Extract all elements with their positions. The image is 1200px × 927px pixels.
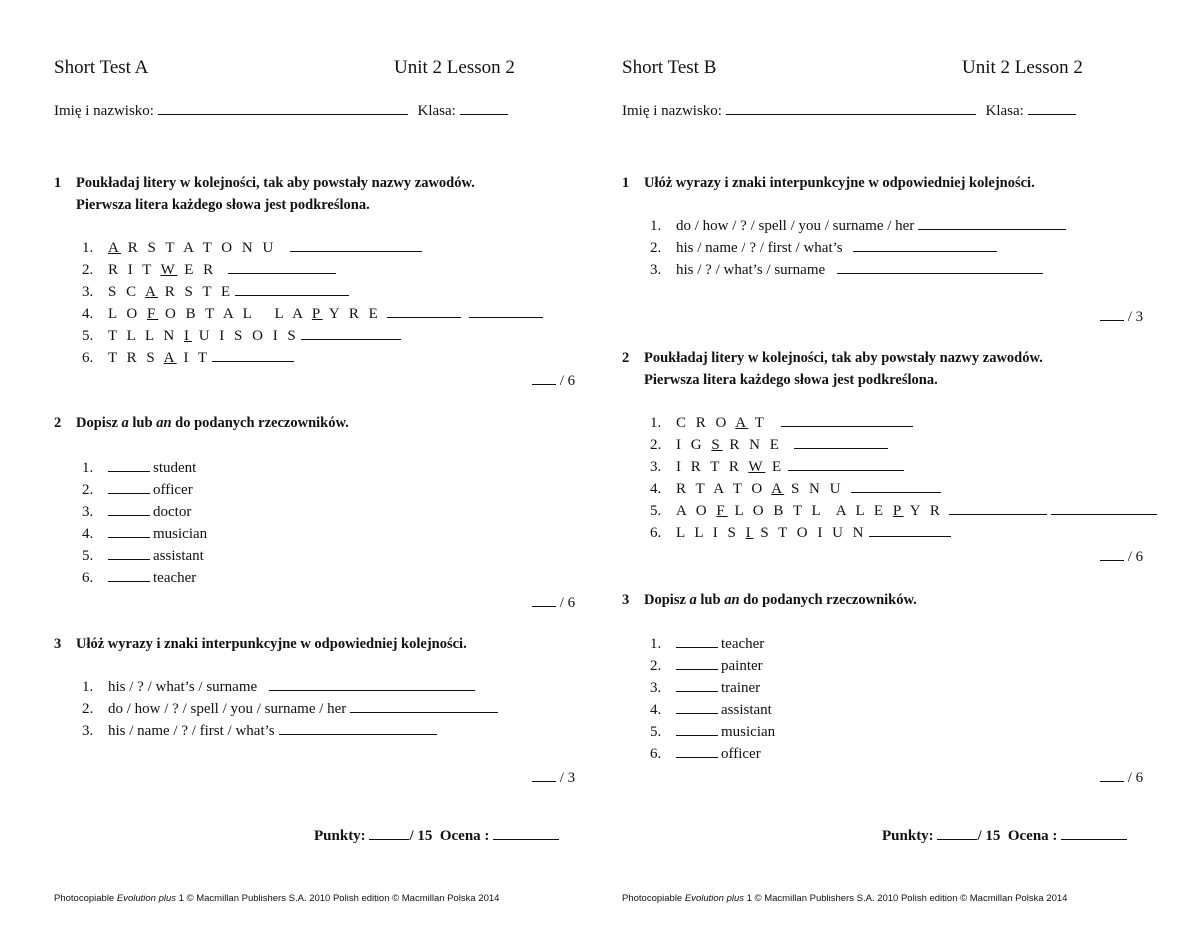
task-1-title: 1 Ułóż wyrazy i znaki interpunkcyjne w odpowiedniej kolejności.: [622, 175, 1035, 191]
answer-line[interactable]: [235, 281, 349, 296]
task-1-title: 1 Poukładaj litery w kolejności, tak aby powstały nazwy zawodów. Pierwsza litera każdego słowa jest podkreślona.: [54, 175, 475, 213]
answer-line[interactable]: [949, 500, 1047, 515]
answer-line[interactable]: [676, 655, 718, 670]
list-item: 3. his / name / ? / first / what’s: [82, 720, 498, 742]
answer-line[interactable]: [676, 721, 718, 736]
answer-line[interactable]: [387, 303, 461, 318]
answer-line[interactable]: [676, 633, 718, 648]
answer-line[interactable]: [269, 676, 475, 691]
list-item: 5. T L L N I U I S O I S: [82, 325, 543, 347]
answer-line[interactable]: [108, 523, 150, 538]
test-a-title: Short Test A: [54, 57, 149, 78]
answer-line[interactable]: [781, 412, 913, 427]
answer-line[interactable]: [676, 743, 718, 758]
test-b-column: [622, 0, 1152, 927]
task-3-score: / 3: [532, 767, 575, 787]
answer-line[interactable]: [350, 698, 498, 713]
test-a-column: [54, 0, 584, 927]
list-item: 6. officer: [650, 743, 775, 765]
task-1-score: / 3: [1100, 306, 1143, 326]
copyright-footer: Photocopiable Evolution plus 1 © Macmillan Publishers S.A. 2010 Polish edition © Macmillan Polska 2014: [622, 893, 1068, 904]
list-item: 3. his / ? / what’s / surname: [650, 259, 1066, 281]
list-item: 1. his / ? / what’s / surname: [82, 676, 498, 698]
answer-line[interactable]: [228, 259, 336, 274]
copyright-footer: Photocopiable Evolution plus 1 © Macmillan Publishers S.A. 2010 Polish edition © Macmillan Polska 2014: [54, 893, 500, 904]
list-item: 2. painter: [650, 655, 775, 677]
task-2-score: / 6: [532, 592, 575, 612]
task-3-list: [650, 633, 775, 765]
answer-line[interactable]: [108, 457, 150, 472]
task-3-list: [82, 676, 498, 742]
answer-line[interactable]: [108, 479, 150, 494]
list-item: 1. C R O A T: [650, 412, 1157, 434]
list-item: 4. assistant: [650, 699, 775, 721]
task-2-score: / 6: [1100, 546, 1143, 566]
answer-line[interactable]: [301, 325, 401, 340]
list-item: 5. A O F L O B T L A L E P Y R: [650, 500, 1157, 522]
list-item: 3. S C A R S T E: [82, 281, 543, 303]
points-total: Punkty: / 15 Ocena :: [882, 825, 1127, 845]
list-item: 4. R T A T O A S N U: [650, 478, 1157, 500]
test-a-unit: Unit 2 Lesson 2: [394, 57, 515, 78]
test-b-title: Short Test B: [622, 57, 717, 78]
task-1-list: [650, 215, 1066, 281]
grade-field[interactable]: [493, 825, 559, 840]
answer-line[interactable]: [469, 303, 543, 318]
answer-line[interactable]: [108, 545, 150, 560]
answer-line[interactable]: [794, 434, 888, 449]
answer-line[interactable]: [290, 237, 422, 252]
name-label: Imię i nazwisko:: [54, 103, 154, 119]
task-2-list: [82, 457, 207, 589]
list-item: 2. I G S R N E: [650, 434, 1157, 456]
answer-line[interactable]: [853, 237, 997, 252]
name-field[interactable]: [158, 100, 408, 115]
task-3-title: 3 Dopisz a lub an do podanych rzeczowników.: [622, 592, 917, 608]
task-2-title: 2 Poukładaj litery w kolejności, tak aby powstały nazwy zawodów. Pierwsza litera każdego słowa jest podkreślona.: [622, 350, 1043, 388]
test-b-name-row: [622, 100, 1076, 120]
answer-line[interactable]: [869, 522, 951, 537]
test-b-unit: Unit 2 Lesson 2: [962, 57, 1083, 78]
list-item: 2. officer: [82, 479, 207, 501]
list-item: 2. his / name / ? / first / what’s: [650, 237, 1066, 259]
list-item: 2. R I T W E R: [82, 259, 543, 281]
task-3-title: 3 Ułóż wyrazy i znaki interpunkcyjne w odpowiedniej kolejności.: [54, 636, 467, 652]
answer-line[interactable]: [851, 478, 941, 493]
class-label: Klasa:: [417, 103, 456, 119]
points-total: Punkty: / 15 Ocena :: [314, 825, 559, 845]
class-label: Klasa:: [985, 103, 1024, 119]
task-2-list: [650, 412, 1157, 544]
list-item: 3. I R T R W E: [650, 456, 1157, 478]
list-item: 6. T R S A I T: [82, 347, 543, 369]
list-item: 2. do / how / ? / spell / you / surname / her: [82, 698, 498, 720]
list-item: 1. A R S T A T O N U: [82, 237, 543, 259]
answer-line[interactable]: [1051, 500, 1157, 515]
answer-line[interactable]: [212, 347, 294, 362]
task-1-score: / 6: [532, 370, 575, 390]
answer-line[interactable]: [108, 501, 150, 516]
list-item: 5. musician: [650, 721, 775, 743]
task-3-score: / 6: [1100, 767, 1143, 787]
task-1-list: [82, 237, 543, 369]
test-a-name-row: [54, 100, 508, 120]
answer-line[interactable]: [837, 259, 1043, 274]
answer-line[interactable]: [108, 567, 150, 582]
answer-line[interactable]: [918, 215, 1066, 230]
list-item: 1. do / how / ? / spell / you / surname / her: [650, 215, 1066, 237]
list-item: 3. trainer: [650, 677, 775, 699]
name-label: Imię i nazwisko:: [622, 103, 722, 119]
list-item: 6. L L I S I S T O I U N: [650, 522, 1157, 544]
answer-line[interactable]: [676, 677, 718, 692]
task-2-title: 2 Dopisz a lub an do podanych rzeczowników.: [54, 415, 349, 431]
class-field[interactable]: [460, 100, 508, 115]
list-item: 6. teacher: [82, 567, 207, 589]
grade-field[interactable]: [1061, 825, 1127, 840]
class-field[interactable]: [1028, 100, 1076, 115]
list-item: 3. doctor: [82, 501, 207, 523]
answer-line[interactable]: [279, 720, 437, 735]
list-item: 4. L O F O B T A L L A P Y R E: [82, 303, 543, 325]
list-item: 4. musician: [82, 523, 207, 545]
answer-line[interactable]: [788, 456, 904, 471]
points-field[interactable]: [937, 825, 977, 840]
name-field[interactable]: [726, 100, 976, 115]
answer-line[interactable]: [676, 699, 718, 714]
points-field[interactable]: [369, 825, 409, 840]
list-item: 1. teacher: [650, 633, 775, 655]
list-item: 5. assistant: [82, 545, 207, 567]
list-item: 1. student: [82, 457, 207, 479]
